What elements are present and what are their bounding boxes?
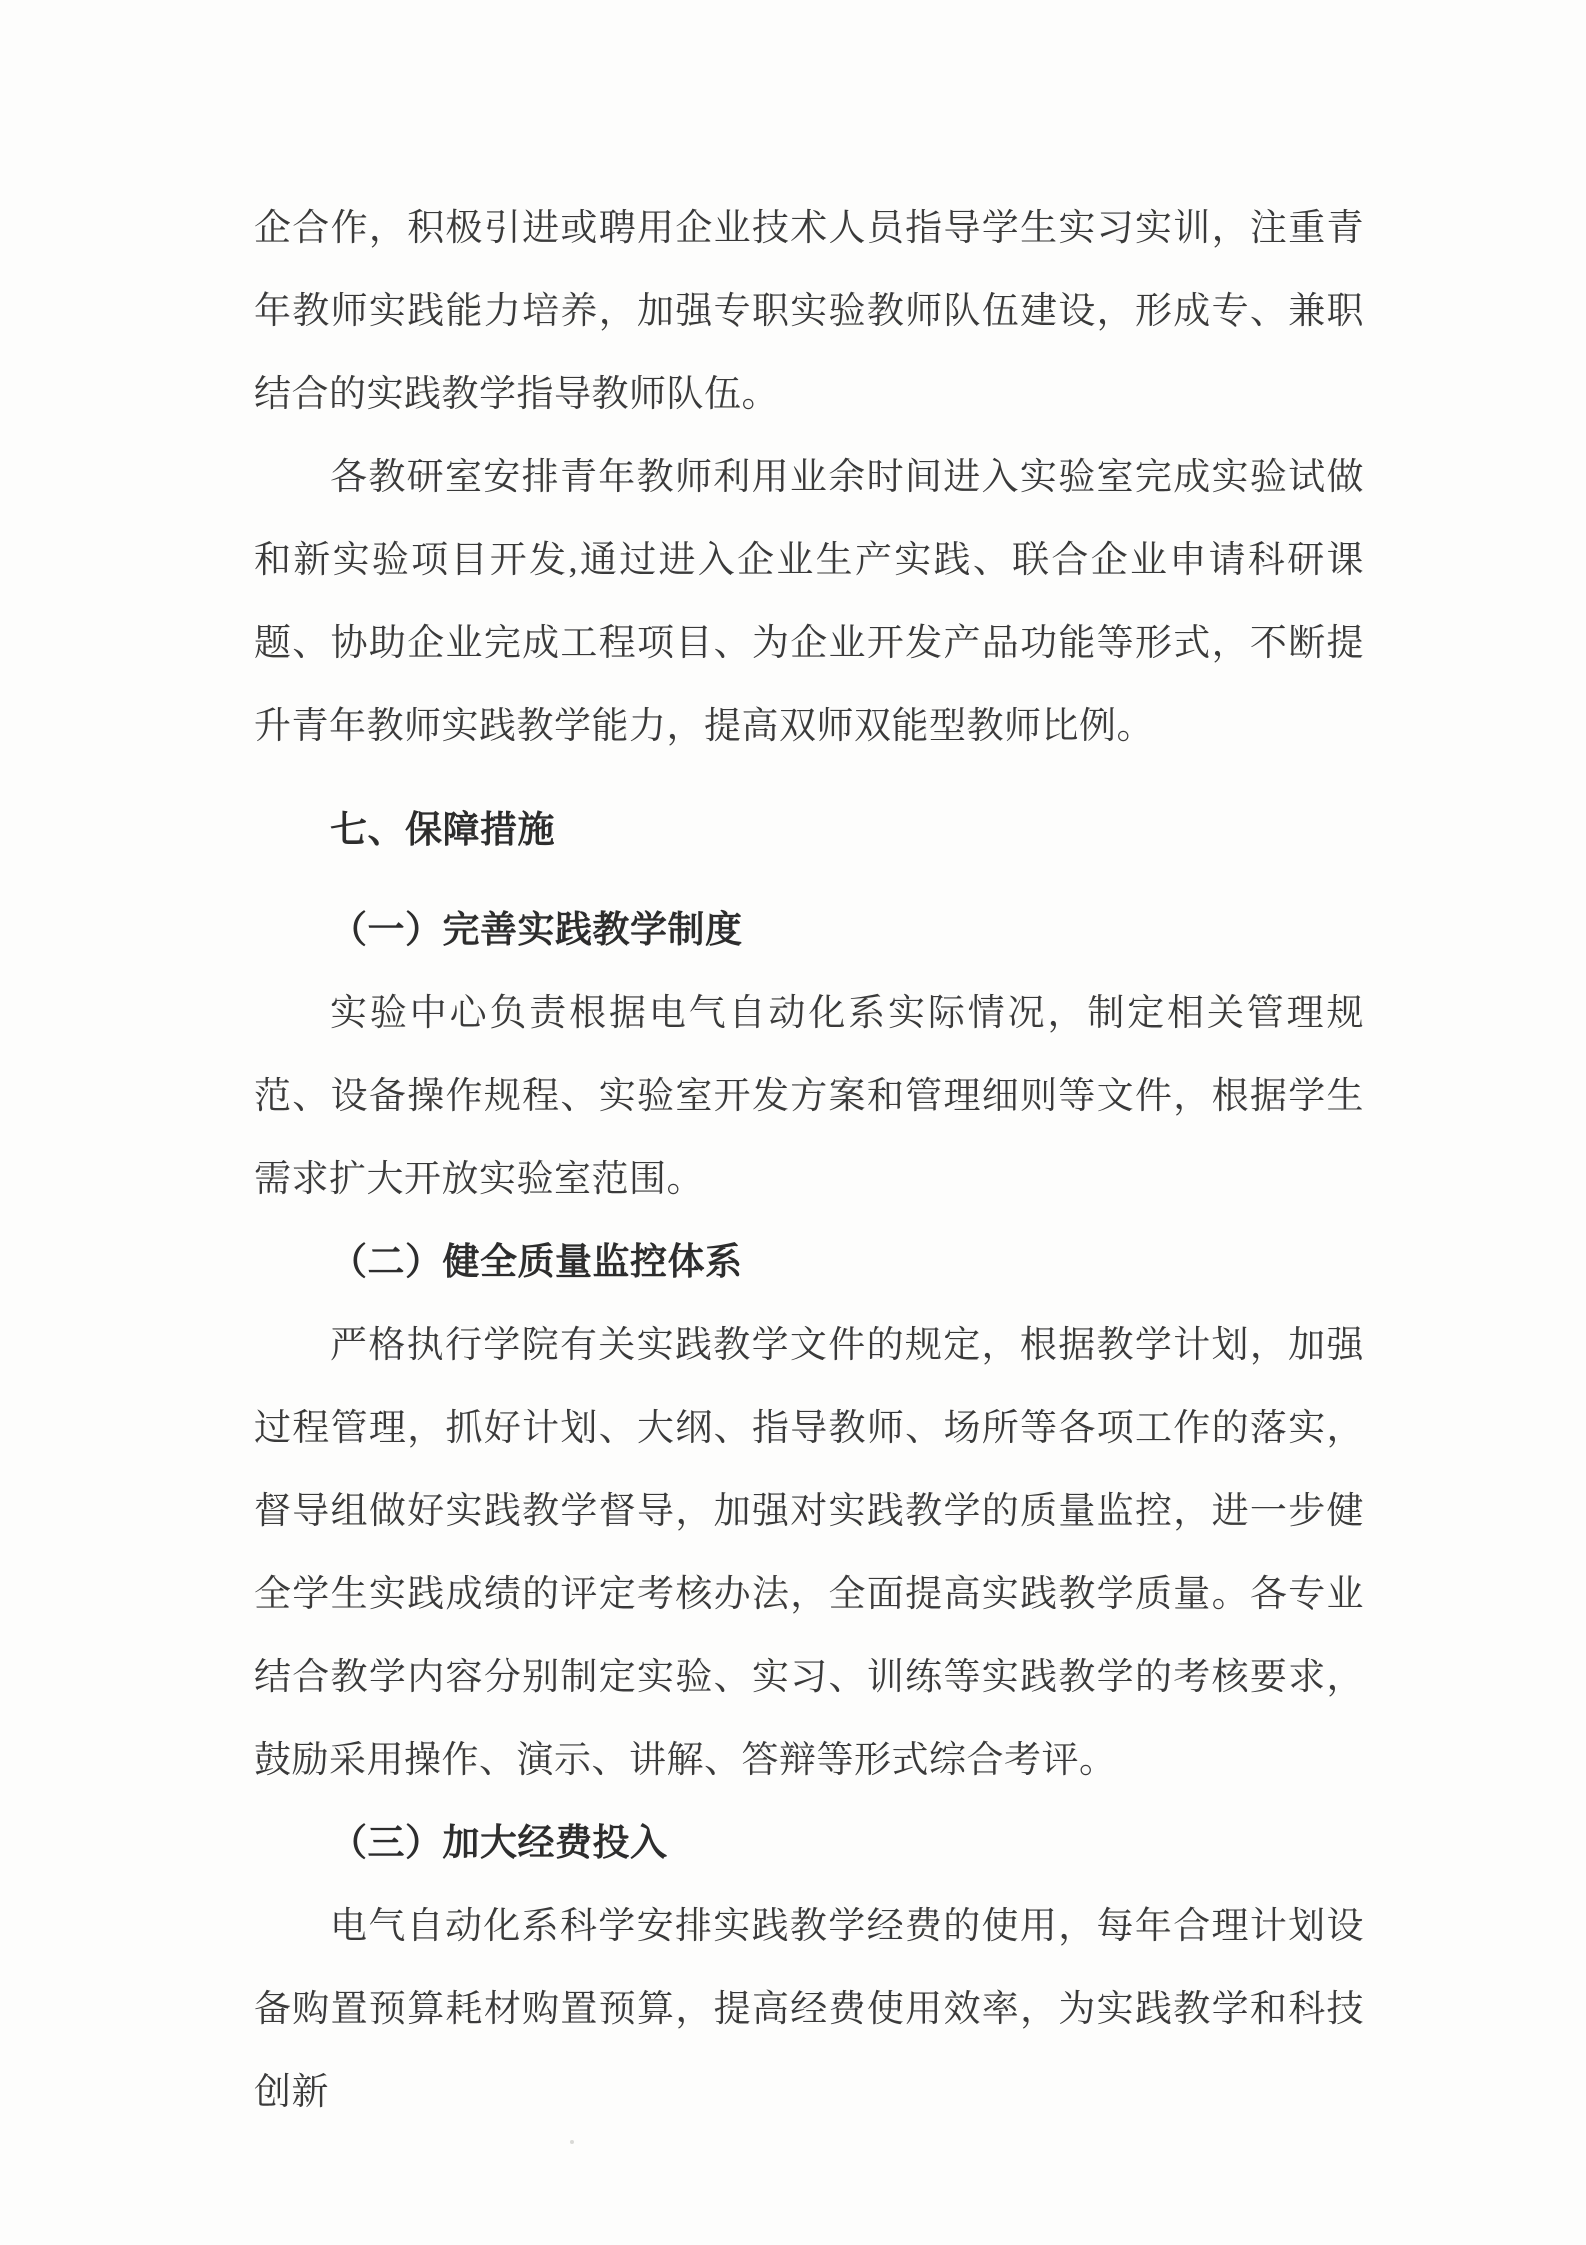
document-body xyxy=(254,187,1364,2134)
sub-section-heading: （一）完善实践教学制度 xyxy=(330,910,743,951)
paragraph: 严格执行学院有关实践教学文件的规定，根据教学计划，加强过程管理，抓好计划、大纲、指导教师、场所等各项工作的落实，督导组做好实践教学督导，加强对实践教学的质量监控，进一步健全学生实践成绩的评定考核办法，全面提高实践教学质量。各专业结合教学内容分别制定实验、实习、训练等实践教学的考核要求，鼓励采用操作、演示、讲解、答辩等形式综合考评。 xyxy=(254,1325,1364,1781)
paragraph-continuation: 企合作，积极引进或聘用企业技术人员指导学生实习实训，注重青年教师实践能力培养，加强专职实验教师队伍建设，形成专、兼职结合的实践教学指导教师队伍。 xyxy=(254,208,1364,415)
paragraph: 各教研室安排青年教师利用业余时间进入实验室完成实验试做和新实验项目开发,通过进入企业生产实践、联合企业申请科研课题、协助企业完成工程项目、为企业开发产品功能等形式，不断提升青年教师实践教学能力，提高双师双能型教师比例。 xyxy=(254,457,1364,747)
scan-speck xyxy=(570,2140,574,2144)
paragraph: 电气自动化系科学安排实践教学经费的使用，每年合理计划设备购置预算耗材购置预算，提高经费使用效率，为实践教学和科技创新 xyxy=(254,1906,1364,2113)
section-heading: 七、保障措施 xyxy=(330,810,555,851)
sub-section-heading: （二）健全质量监控体系 xyxy=(330,1242,743,1283)
sub-section-heading: （三）加大经费投入 xyxy=(330,1823,668,1864)
paragraph: 实验中心负责根据电气自动化系实际情况，制定相关管理规范、设备操作规程、实验室开发方案和管理细则等文件，根据学生需求扩大开放实验室范围。 xyxy=(254,993,1364,1200)
